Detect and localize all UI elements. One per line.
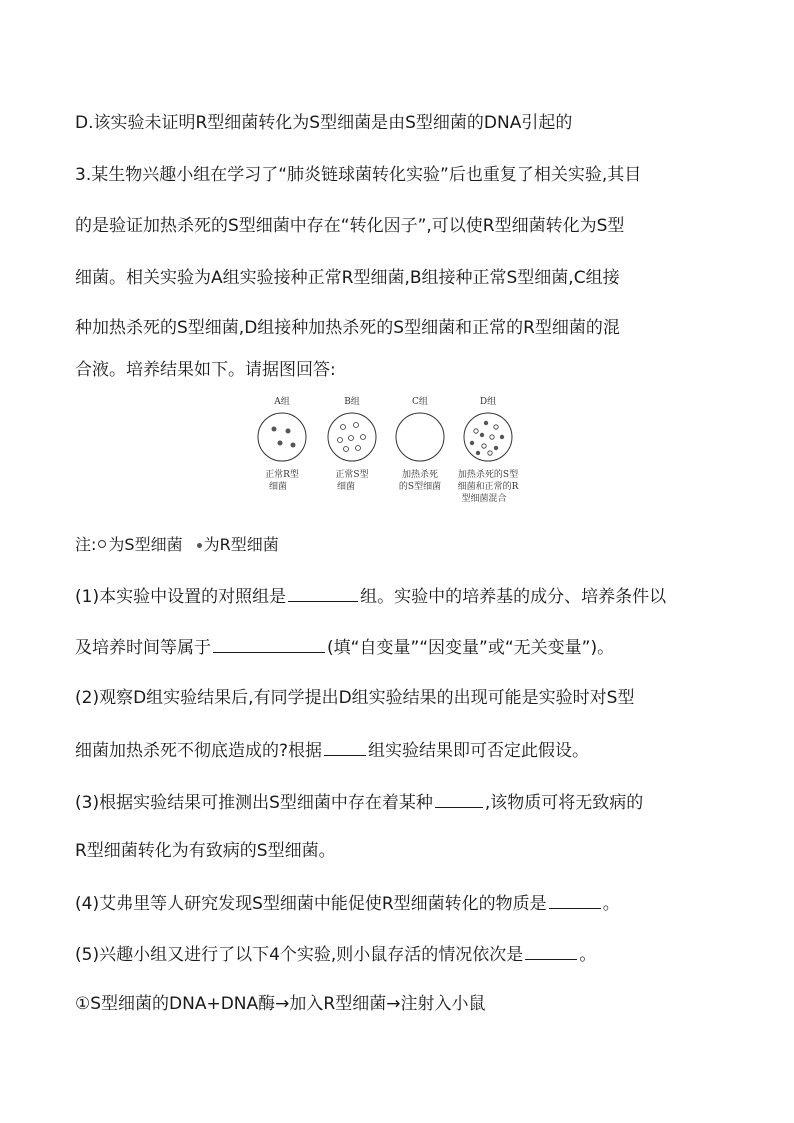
group-a-caption-2: 细菌 — [268, 482, 288, 492]
answer-blank-4[interactable] — [435, 789, 483, 808]
experiment-1: ①S型细菌的DNA+DNA酶→加入R型细菌→注射入小鼠 — [75, 994, 486, 1014]
answer-blank-6[interactable] — [525, 941, 577, 960]
group-c-caption-1: 加热杀死 — [401, 470, 439, 480]
note-prefix: 注: — [75, 535, 97, 554]
dish-group-c — [396, 396, 444, 492]
group-d-caption-3: 型细菌混合 — [461, 494, 507, 504]
group-a-caption-1: 正常R型 — [265, 470, 299, 480]
sub-question-3-line-1: (3)根据实验结果可推测出S型细菌中存在着某种 ,该物质可将无致病的 — [75, 789, 735, 815]
sub-question-4: (4)艾弗里等人研究发现S型细菌中能促使R型细菌转化的物质是 。 — [75, 890, 735, 916]
sub-question-2-line-1: (2)观察D组实验结果后,有同学提出D组实验结果的出现可能是实验时对S型 — [75, 688, 635, 708]
r-type-dot-icon — [197, 543, 202, 548]
group-b-title: B组 — [344, 397, 360, 407]
group-d-caption-2: 细菌和正常的R — [457, 482, 519, 492]
group-a-title: A组 — [274, 397, 290, 407]
dish-group-b — [328, 396, 376, 492]
group-c-title: C组 — [412, 397, 428, 407]
note-s-label: 为S型细菌 — [108, 535, 183, 554]
figure-note — [75, 533, 735, 557]
note-r-label: 为R型细菌 — [203, 535, 279, 554]
answer-blank-1[interactable] — [288, 583, 358, 602]
option-d: D.该实验未证明R型细菌转化为S型细菌是由S型细菌的DNA引起的 — [75, 113, 573, 133]
question-3-line-3: 细菌。相关实验为A组实验接种正常R型细菌,B组接种正常S型细菌,C组接 — [75, 268, 620, 288]
sub-question-1-line-1: (1)本实验中设置的对照组是 组。实验中的培养基的成分、培养条件以 — [75, 583, 735, 609]
answer-blank-5[interactable] — [549, 890, 601, 909]
dish-group-a — [258, 396, 306, 492]
sub-question-3-line-2: R型细菌转化为有致病的S型细菌。 — [75, 841, 336, 861]
question-3-line-2: 的是验证加热杀死的S型细菌中存在“转化因子”,可以使R型细菌转化为S型 — [75, 216, 625, 236]
s-type-circle-icon — [98, 540, 106, 548]
sub-question-2-line-2: 细菌加热杀死不彻底造成的?根据 组实验结果即可否定此假设。 — [75, 737, 735, 763]
dish-group-d — [458, 396, 519, 504]
group-d-title: D组 — [479, 397, 497, 407]
group-b-caption-2: 细菌 — [336, 482, 356, 492]
answer-blank-2[interactable] — [213, 634, 325, 653]
group-b-caption-1: 正常S型 — [335, 470, 369, 480]
question-3-line-5: 合液。培养结果如下。请据图回答: — [75, 360, 336, 380]
sub-question-5: (5)兴趣小组又进行了以下4个实验,则小鼠存活的情况依次是 。 — [75, 941, 735, 967]
group-c-caption-2: 的S型细菌 — [398, 482, 442, 492]
answer-blank-3[interactable] — [324, 737, 366, 756]
question-3-line-4: 种加热杀死的S型细菌,D组接种加热杀死的S型细菌和正常的R型细菌的混 — [75, 318, 620, 338]
question-3-line-1: 3.某生物兴趣小组在学习了“肺炎链球菌转化实验”后也重复了相关实验,其目 — [75, 165, 642, 185]
sub-question-1-line-2: 及培养时间等属于 (填“自变量”“因变量”或“无关变量”)。 — [75, 634, 735, 660]
culture-dish-figure — [250, 393, 550, 513]
group-d-caption-1: 加热杀死的S型 — [457, 470, 519, 480]
